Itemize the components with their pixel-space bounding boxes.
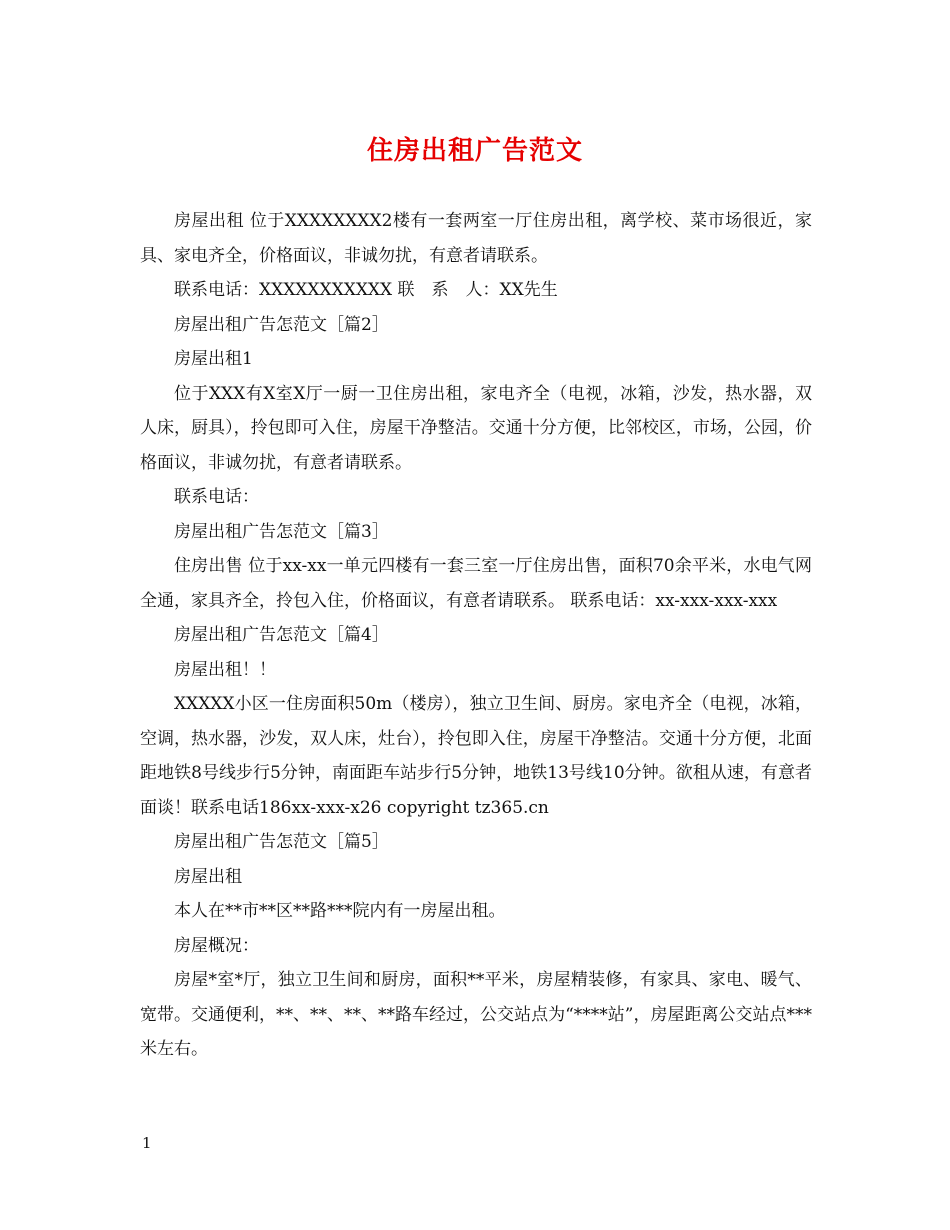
paragraph-12: 房屋出租广告怎范文［篇5］ bbox=[174, 832, 389, 852]
document-title: 住房出租广告范文 bbox=[366, 136, 583, 166]
paragraph-6: 联系电话： bbox=[174, 487, 259, 507]
document-body bbox=[140, 204, 812, 1067]
paragraph-13: 房屋出租 bbox=[174, 866, 242, 887]
paragraph-9: 房屋出租广告怎范文［篇4］ bbox=[174, 625, 389, 645]
paragraph-1: 房屋出租 位于XXXXXXXX2楼有一套两室一厅住房出租，离学校、菜市场很近，家具、家电齐全，价格面议，非诚勿扰，有意者请联系。 bbox=[140, 211, 812, 266]
page-number: 1 bbox=[142, 1134, 152, 1152]
paragraph-15: 房屋概况： bbox=[174, 935, 259, 956]
paragraph-3: 房屋出租广告怎范文［篇2］ bbox=[174, 314, 389, 335]
paragraph-11: XXXXX小区一住房面积50m（楼房），独立卫生间、厨房。家电齐全（电视，冰箱，空调，热水器，沙发，双人床，灶台），拎包即入住，房屋干净整洁。交通十分方便，北面距地铁8号线步行5分钟，南面距车站步行5分钟，地铁13号线10分钟。欲租从速，有意者面谈！联系电话186xx-xxx-x26 copyright tz365.cn bbox=[140, 694, 812, 818]
paragraph-5: 位于XXX有X室X厅一厨一卫住房出租，家电齐全（电视，冰箱，沙发，热水器，双人床，厨具），拎包即可入住，房屋干净整洁。交通十分方便，比邻校区，市场，公园，价格面议，非诚勿扰，有意者请联系。 bbox=[140, 383, 812, 473]
paragraph-8: 住房出售 位于xx-xx一单元四楼有一套三室一厅住房出售，面积70余平米，水电气网全通，家具齐全，拎包入住，价格面议，有意者请联系。 联系电话：xx-xxx-xxx-xxx bbox=[140, 556, 812, 611]
paragraph-14: 本人在**市**区**路***院内有一房屋出租。 bbox=[174, 901, 506, 921]
paragraph-4: 房屋出租1 bbox=[174, 349, 253, 369]
paragraph-7: 房屋出租广告怎范文［篇3］ bbox=[174, 521, 389, 542]
paragraph-2: 联系电话：XXXXXXXXXXX 联 系 人：XX先生 bbox=[174, 280, 558, 300]
paragraph-16: 房屋*室*厅，独立卫生间和厨房，面积**平米，房屋精装修，有家具、家电、暖气、宽带。交通便利，**、**、**、**路车经过，公交站点为“****站”，房屋距离公交站点***米左右。 bbox=[140, 970, 812, 1059]
paragraph-10: 房屋出租！！ bbox=[174, 659, 276, 680]
